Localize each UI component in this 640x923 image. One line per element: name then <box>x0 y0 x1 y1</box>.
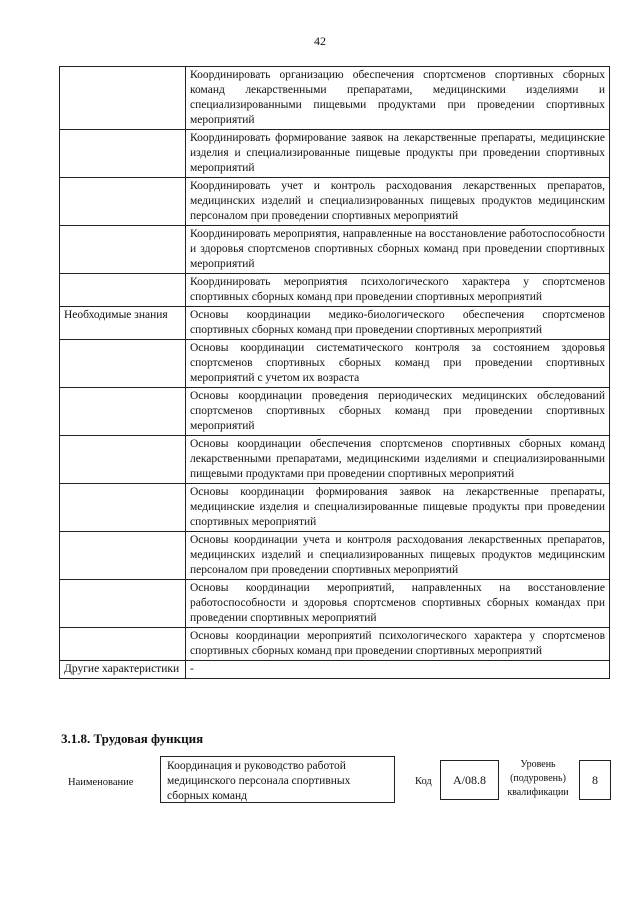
row-text: Координировать формирование заявок на лекарственные препараты, медицинские изделия и специализированные пищевые продукты при проведении спортивных мероприятий <box>186 130 610 178</box>
row-category <box>60 580 186 628</box>
table-row <box>60 67 610 130</box>
row-category: Другие характеристики <box>60 661 186 679</box>
row-text: Координировать мероприятия психологического характера у спортсменов спортивных сборных команд при проведении спортивных мероприятий <box>186 274 610 307</box>
table-row <box>60 226 610 274</box>
row-text: Основы координации систематического контроля за состоянием здоровья спортсменов спортивных сборных команд при проведении спортивных мероприятий с учетом их возраста <box>186 340 610 388</box>
code-label: Код <box>415 776 432 787</box>
row-text: Основы координации медико-биологического обеспечения спортсменов спортивных сборных команд при проведении спортивных мероприятий <box>186 307 610 340</box>
table-row <box>60 580 610 628</box>
row-category <box>60 436 186 484</box>
row-text: Основы координации мероприятий психологического характера у спортсменов спортивных сборных команд при проведении спортивных мероприятий <box>186 628 610 661</box>
row-text: Основы координации проведения периодических медицинских обследований спортсменов спортивных сборных команд при проведении спортивных мероприятий <box>186 388 610 436</box>
table-row <box>60 178 610 226</box>
row-category <box>60 130 186 178</box>
row-category <box>60 67 186 130</box>
row-category <box>60 274 186 307</box>
code-box: A/08.8 <box>440 760 499 800</box>
row-text: Координировать учет и контроль расходования лекарственных препаратов, медицинских изделий и специализированных пищевых продуктов медицинским персоналом при проведении спортивных мероприятий <box>186 178 610 226</box>
table-row <box>60 532 610 580</box>
row-text: Координировать организацию обеспечения спортсменов спортивных сборных команд лекарственными препаратами, медицинскими изделиями и специализированными пищевыми продуктами при проведении спортивных мероприятий <box>186 67 610 130</box>
level-label: Уровень (подуровень) квалификации <box>507 759 569 798</box>
table-row <box>60 340 610 388</box>
row-text: Координировать мероприятия, направленные на восстановление работоспособности и здоровья спортсменов спортивных сборных команд при проведении спортивных мероприятий <box>186 226 610 274</box>
table-row <box>60 274 610 307</box>
level-box: 8 <box>579 760 611 800</box>
row-text: Основы координации учета и контроля расходования лекарственных препаратов, медицинских изделий и специализированных пищевых продуктов медицинским персоналом при проведении спортивных мероприятий <box>186 532 610 580</box>
row-text: Основы координации мероприятий, направленных на восстановление работоспособности и здоровья спортсменов спортивных сборных командах при проведении спортивных мероприятий <box>186 580 610 628</box>
table-row <box>60 484 610 532</box>
row-text: Основы координации обеспечения спортсменов спортивных сборных команд лекарственными препаратами, медицинскими изделиями и специализированными пищевыми продуктами при проведении спортивных мероприятий <box>186 436 610 484</box>
page-number: 42 <box>314 34 326 48</box>
table-row <box>60 307 610 340</box>
table-row <box>60 388 610 436</box>
table-row <box>60 130 610 178</box>
table-row <box>60 661 610 679</box>
row-category <box>60 226 186 274</box>
competency-table <box>59 66 610 679</box>
row-category: Необходимые знания <box>60 307 186 340</box>
row-category <box>60 340 186 388</box>
row-text: - <box>186 661 610 679</box>
row-category <box>60 388 186 436</box>
row-category <box>60 532 186 580</box>
row-category <box>60 484 186 532</box>
section-heading: 3.1.8. Трудовая функция <box>61 731 204 746</box>
row-category <box>60 628 186 661</box>
table-row <box>60 436 610 484</box>
row-text: Основы координации формирования заявок на лекарственные препараты, медицинские изделия и специализированные пищевые продукты при проведении спортивных мероприятий <box>186 484 610 532</box>
function-name-box: Координация и руководство работой медицинского персонала спортивных сборных команд <box>160 756 395 803</box>
row-category <box>60 178 186 226</box>
name-label: Наименование <box>68 777 134 788</box>
table-row <box>60 628 610 661</box>
